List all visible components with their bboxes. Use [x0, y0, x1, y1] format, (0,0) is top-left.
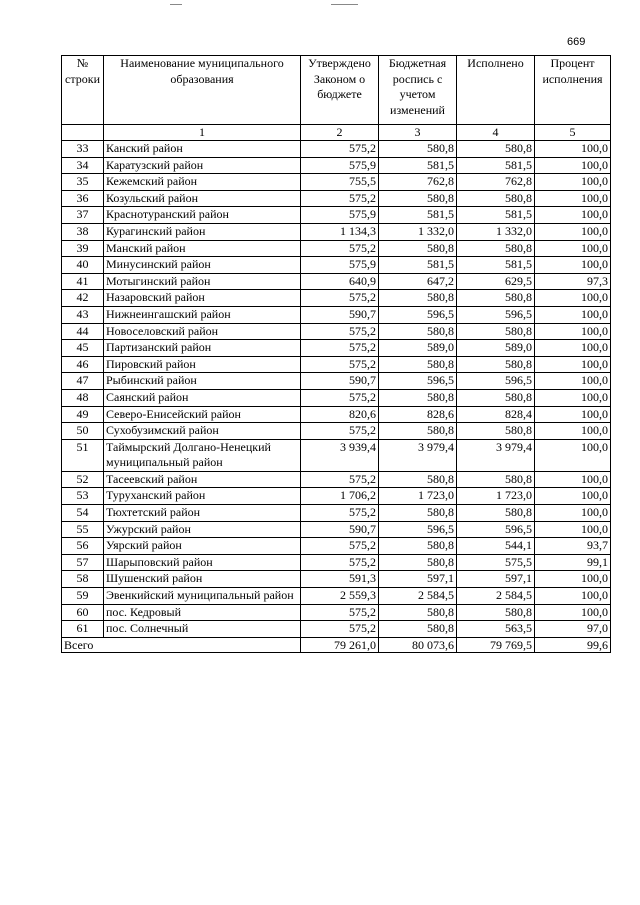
municipality-name: Рыбинский район [104, 373, 301, 390]
total-row [62, 637, 611, 652]
executed-value: 762,8 [457, 174, 535, 191]
approved-value: 590,7 [301, 306, 379, 323]
table-body [62, 141, 611, 638]
total-budget-schedule: 80 073,6 [379, 637, 457, 652]
executed-value: 629,5 [457, 273, 535, 290]
municipality-name: Шарыповский район [104, 554, 301, 571]
table-row [62, 604, 611, 621]
table-row [62, 439, 611, 471]
municipality-name: Назаровский район [104, 290, 301, 307]
budget-schedule-value: 762,8 [379, 174, 457, 191]
executed-value: 581,5 [457, 157, 535, 174]
executed-value: 580,8 [457, 290, 535, 307]
row-number: 59 [62, 588, 104, 605]
budget-schedule-value: 581,5 [379, 157, 457, 174]
executed-value: 575,5 [457, 554, 535, 571]
executed-value: 596,5 [457, 306, 535, 323]
municipality-name: Манский район [104, 240, 301, 257]
row-number: 52 [62, 471, 104, 488]
row-number: 48 [62, 389, 104, 406]
executed-value: 3 979,4 [457, 439, 535, 471]
approved-value: 591,3 [301, 571, 379, 588]
approved-value: 575,2 [301, 290, 379, 307]
row-number: 37 [62, 207, 104, 224]
municipality-name: Козульский район [104, 190, 301, 207]
header-municipality-name: Наименование муниципального образования [104, 56, 301, 125]
municipality-name: Краснотуранский район [104, 207, 301, 224]
executed-value: 1 723,0 [457, 488, 535, 505]
row-number: 47 [62, 373, 104, 390]
approved-value: 755,5 [301, 174, 379, 191]
budget-schedule-value: 2 584,5 [379, 588, 457, 605]
execution-percent: 100,0 [535, 423, 611, 440]
municipality-name: Новоселовский район [104, 323, 301, 340]
approved-value: 575,2 [301, 505, 379, 522]
executed-value: 596,5 [457, 373, 535, 390]
execution-percent: 100,0 [535, 223, 611, 240]
row-number: 53 [62, 488, 104, 505]
approved-value: 575,9 [301, 207, 379, 224]
approved-value: 575,2 [301, 604, 379, 621]
table-row [62, 306, 611, 323]
execution-percent: 97,3 [535, 273, 611, 290]
budget-schedule-value: 597,1 [379, 571, 457, 588]
header-rule-left [170, 4, 182, 5]
budget-schedule-value: 580,8 [379, 356, 457, 373]
table-row [62, 240, 611, 257]
execution-percent: 100,0 [535, 604, 611, 621]
table-row [62, 257, 611, 274]
approved-value: 575,2 [301, 190, 379, 207]
column-number: 4 [457, 125, 535, 141]
municipality-name: Сухобузимский район [104, 423, 301, 440]
municipality-name: пос. Солнечный [104, 621, 301, 638]
municipality-name: Туруханский район [104, 488, 301, 505]
approved-value: 575,2 [301, 471, 379, 488]
budget-execution-table [61, 55, 611, 653]
budget-schedule-value: 580,8 [379, 538, 457, 555]
budget-schedule-value: 3 979,4 [379, 439, 457, 471]
execution-percent: 100,0 [535, 588, 611, 605]
executed-value: 580,8 [457, 141, 535, 158]
row-number: 56 [62, 538, 104, 555]
execution-percent: 100,0 [535, 240, 611, 257]
executed-value: 580,8 [457, 423, 535, 440]
row-number: 42 [62, 290, 104, 307]
execution-percent: 100,0 [535, 340, 611, 357]
executed-value: 1 332,0 [457, 223, 535, 240]
header-row-number: № строки [62, 56, 104, 125]
municipality-name: Ужурский район [104, 521, 301, 538]
executed-value: 828,4 [457, 406, 535, 423]
page-number: 669 [567, 36, 586, 48]
row-number: 40 [62, 257, 104, 274]
table-row [62, 323, 611, 340]
row-number: 45 [62, 340, 104, 357]
column-number: 2 [301, 125, 379, 141]
budget-schedule-value: 581,5 [379, 257, 457, 274]
execution-percent: 100,0 [535, 323, 611, 340]
approved-value: 3 939,4 [301, 439, 379, 471]
header-executed: Исполнено [457, 56, 535, 125]
table-row [62, 190, 611, 207]
total-percent: 99,6 [535, 637, 611, 652]
execution-percent: 100,0 [535, 439, 611, 471]
approved-value: 575,2 [301, 423, 379, 440]
approved-value: 575,9 [301, 157, 379, 174]
table-row [62, 423, 611, 440]
executed-value: 580,8 [457, 389, 535, 406]
header-execution-percent: Процент исполнения [535, 56, 611, 125]
column-number-blank [62, 125, 104, 141]
municipality-name: Партизанский район [104, 340, 301, 357]
budget-schedule-value: 580,8 [379, 423, 457, 440]
execution-percent: 100,0 [535, 207, 611, 224]
approved-value: 575,2 [301, 240, 379, 257]
approved-value: 590,7 [301, 521, 379, 538]
budget-schedule-value: 580,8 [379, 389, 457, 406]
table-row [62, 356, 611, 373]
budget-schedule-value: 580,8 [379, 290, 457, 307]
approved-value: 575,2 [301, 141, 379, 158]
row-number: 57 [62, 554, 104, 571]
row-number: 60 [62, 604, 104, 621]
approved-value: 2 559,3 [301, 588, 379, 605]
execution-percent: 100,0 [535, 406, 611, 423]
municipality-name: Тасеевский район [104, 471, 301, 488]
execution-percent: 100,0 [535, 521, 611, 538]
budget-schedule-value: 580,8 [379, 554, 457, 571]
execution-percent: 93,7 [535, 538, 611, 555]
row-number: 34 [62, 157, 104, 174]
municipality-name: Таймырский Долгано-Ненецкий муниципальный район [104, 439, 301, 471]
table-row [62, 554, 611, 571]
execution-percent: 99,1 [535, 554, 611, 571]
approved-value: 575,2 [301, 323, 379, 340]
row-number: 54 [62, 505, 104, 522]
total-executed: 79 769,5 [457, 637, 535, 652]
execution-percent: 100,0 [535, 505, 611, 522]
table-row [62, 621, 611, 638]
table-row [62, 340, 611, 357]
executed-value: 2 584,5 [457, 588, 535, 605]
budget-schedule-value: 580,8 [379, 240, 457, 257]
row-number: 43 [62, 306, 104, 323]
executed-value: 581,5 [457, 257, 535, 274]
row-number: 50 [62, 423, 104, 440]
budget-schedule-value: 580,8 [379, 471, 457, 488]
header-budget-schedule: Бюджетная роспись с учетом изменений [379, 56, 457, 125]
budget-schedule-value: 580,8 [379, 190, 457, 207]
column-number: 5 [535, 125, 611, 141]
table-row [62, 538, 611, 555]
executed-value: 580,8 [457, 323, 535, 340]
table-row [62, 290, 611, 307]
execution-percent: 100,0 [535, 290, 611, 307]
row-number: 44 [62, 323, 104, 340]
table-header-row [62, 56, 611, 125]
municipality-name: Уярский район [104, 538, 301, 555]
table-row [62, 141, 611, 158]
execution-percent: 100,0 [535, 306, 611, 323]
row-number: 49 [62, 406, 104, 423]
table-row [62, 223, 611, 240]
executed-value: 580,8 [457, 240, 535, 257]
budget-schedule-value: 589,0 [379, 340, 457, 357]
budget-schedule-value: 1 723,0 [379, 488, 457, 505]
table-row [62, 389, 611, 406]
budget-schedule-value: 596,5 [379, 373, 457, 390]
row-number: 58 [62, 571, 104, 588]
executed-value: 596,5 [457, 521, 535, 538]
row-number: 41 [62, 273, 104, 290]
approved-value: 820,6 [301, 406, 379, 423]
budget-schedule-value: 580,8 [379, 141, 457, 158]
municipality-name: Северо-Енисейский район [104, 406, 301, 423]
approved-value: 575,9 [301, 257, 379, 274]
table-row [62, 406, 611, 423]
table-row [62, 273, 611, 290]
budget-schedule-value: 581,5 [379, 207, 457, 224]
municipality-name: Канский район [104, 141, 301, 158]
execution-percent: 100,0 [535, 174, 611, 191]
approved-value: 1 706,2 [301, 488, 379, 505]
table-row [62, 157, 611, 174]
row-number: 33 [62, 141, 104, 158]
approved-value: 640,9 [301, 273, 379, 290]
table-row [62, 373, 611, 390]
execution-percent: 97,0 [535, 621, 611, 638]
row-number: 46 [62, 356, 104, 373]
budget-schedule-value: 1 332,0 [379, 223, 457, 240]
municipality-name: Нижнеингашский район [104, 306, 301, 323]
municipality-name: Курагинский район [104, 223, 301, 240]
budget-schedule-value: 647,2 [379, 273, 457, 290]
row-number: 51 [62, 439, 104, 471]
budget-schedule-value: 580,8 [379, 323, 457, 340]
approved-value: 575,2 [301, 538, 379, 555]
column-number: 3 [379, 125, 457, 141]
approved-value: 590,7 [301, 373, 379, 390]
row-number: 55 [62, 521, 104, 538]
budget-schedule-value: 828,6 [379, 406, 457, 423]
header-rule-right [331, 4, 358, 5]
budget-schedule-value: 580,8 [379, 505, 457, 522]
table-row [62, 571, 611, 588]
approved-value: 1 134,3 [301, 223, 379, 240]
table-row [62, 505, 611, 522]
row-number: 35 [62, 174, 104, 191]
execution-percent: 100,0 [535, 389, 611, 406]
approved-value: 575,2 [301, 340, 379, 357]
execution-percent: 100,0 [535, 157, 611, 174]
execution-percent: 100,0 [535, 471, 611, 488]
executed-value: 581,5 [457, 207, 535, 224]
header-approved: Утверждено Законом о бюджете [301, 56, 379, 125]
municipality-name: Саянский район [104, 389, 301, 406]
execution-percent: 100,0 [535, 373, 611, 390]
execution-percent: 100,0 [535, 257, 611, 274]
column-number: 1 [104, 125, 301, 141]
municipality-name: пос. Кедровый [104, 604, 301, 621]
municipality-name: Мотыгинский район [104, 273, 301, 290]
table-row [62, 207, 611, 224]
execution-percent: 100,0 [535, 190, 611, 207]
row-number: 61 [62, 621, 104, 638]
budget-schedule-value: 596,5 [379, 521, 457, 538]
budget-schedule-value: 580,8 [379, 621, 457, 638]
table-row [62, 521, 611, 538]
execution-percent: 100,0 [535, 141, 611, 158]
table-row [62, 471, 611, 488]
execution-percent: 100,0 [535, 571, 611, 588]
executed-value: 580,8 [457, 356, 535, 373]
municipality-name: Каратузский район [104, 157, 301, 174]
table-row [62, 174, 611, 191]
approved-value: 575,2 [301, 621, 379, 638]
executed-value: 597,1 [457, 571, 535, 588]
municipality-name: Минусинский район [104, 257, 301, 274]
execution-percent: 100,0 [535, 356, 611, 373]
budget-schedule-value: 580,8 [379, 604, 457, 621]
total-label: Всего [62, 637, 301, 652]
executed-value: 580,8 [457, 471, 535, 488]
executed-value: 580,8 [457, 505, 535, 522]
municipality-name: Шушенский район [104, 571, 301, 588]
row-number: 38 [62, 223, 104, 240]
table-row [62, 488, 611, 505]
executed-value: 563,5 [457, 621, 535, 638]
budget-schedule-value: 596,5 [379, 306, 457, 323]
table-row [62, 588, 611, 605]
municipality-name: Тюхтетский район [104, 505, 301, 522]
row-number: 36 [62, 190, 104, 207]
approved-value: 575,2 [301, 389, 379, 406]
execution-percent: 100,0 [535, 488, 611, 505]
approved-value: 575,2 [301, 356, 379, 373]
executed-value: 580,8 [457, 604, 535, 621]
row-number: 39 [62, 240, 104, 257]
column-number-row [62, 125, 611, 141]
approved-value: 575,2 [301, 554, 379, 571]
municipality-name: Эвенкийский муниципальный район [104, 588, 301, 605]
executed-value: 544,1 [457, 538, 535, 555]
executed-value: 589,0 [457, 340, 535, 357]
executed-value: 580,8 [457, 190, 535, 207]
municipality-name: Пировский район [104, 356, 301, 373]
total-approved: 79 261,0 [301, 637, 379, 652]
municipality-name: Кежемский район [104, 174, 301, 191]
